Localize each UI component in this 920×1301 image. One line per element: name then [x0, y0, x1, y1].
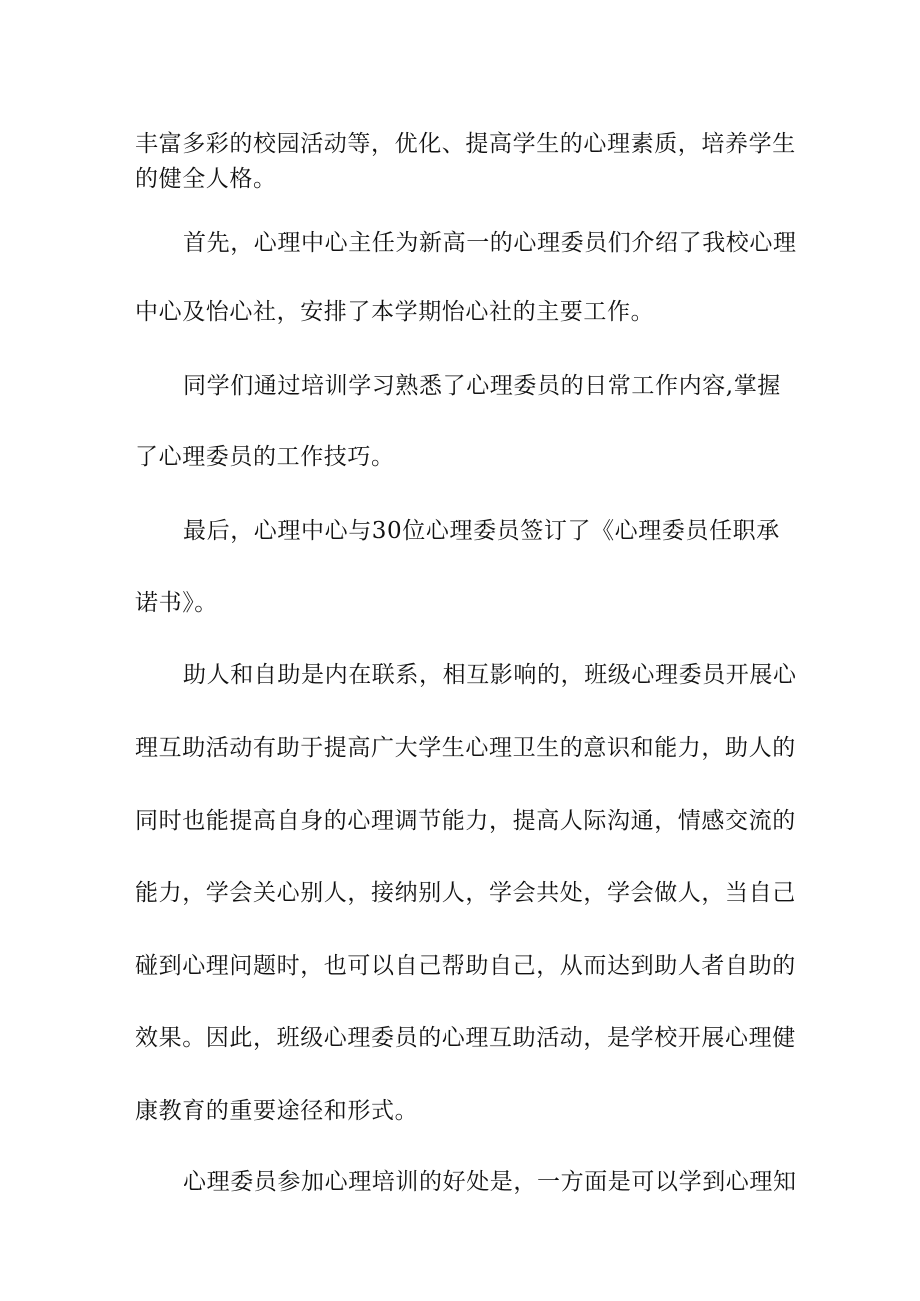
- text-line: 最后，心理中心与30位心理委员签订了《心理委员任职承: [183, 518, 780, 544]
- text-line: 心理委员参加心理培训的好处是，一方面是可以学到心理知: [183, 1169, 797, 1195]
- text-line: 的健全人格。: [135, 166, 277, 192]
- text-line: 同学们通过培训学习熟悉了心理委员的日常工作内容,掌握: [183, 373, 781, 399]
- text-line: 丰富多彩的校园活动等，优化、提高学生的心理素质，培养学生: [135, 131, 796, 157]
- text-line: 能力，学会关心别人，接纳别人，学会共处，学会做人，当自己: [135, 880, 796, 906]
- text-line: 碰到心理问题时，也可以自己帮助自己，从而达到助人者自助的: [135, 953, 796, 979]
- text-line: 了心理委员的工作技巧。: [135, 444, 395, 470]
- text-line: 中心及怡心社，安排了本学期怡心社的主要工作。: [135, 299, 655, 325]
- text-line: 诺书》。: [135, 590, 218, 616]
- text-line: 助人和自助是内在联系，相互影响的，班级心理委员开展心: [183, 662, 797, 688]
- text-line: 理互助活动有助于提高广大学生心理卫生的意识和能力，助人的: [135, 735, 796, 761]
- text-line: 首先，心理中心主任为新高一的心理委员们介绍了我校心理: [183, 230, 797, 256]
- text-line: 效果。因此，班级心理委员的心理互助活动，是学校开展心理健: [135, 1025, 796, 1051]
- text-line: 同时也能提高自身的心理调节能力，提高人际沟通，情感交流的: [135, 808, 796, 834]
- text-line: 康教育的重要途径和形式。: [135, 1098, 419, 1124]
